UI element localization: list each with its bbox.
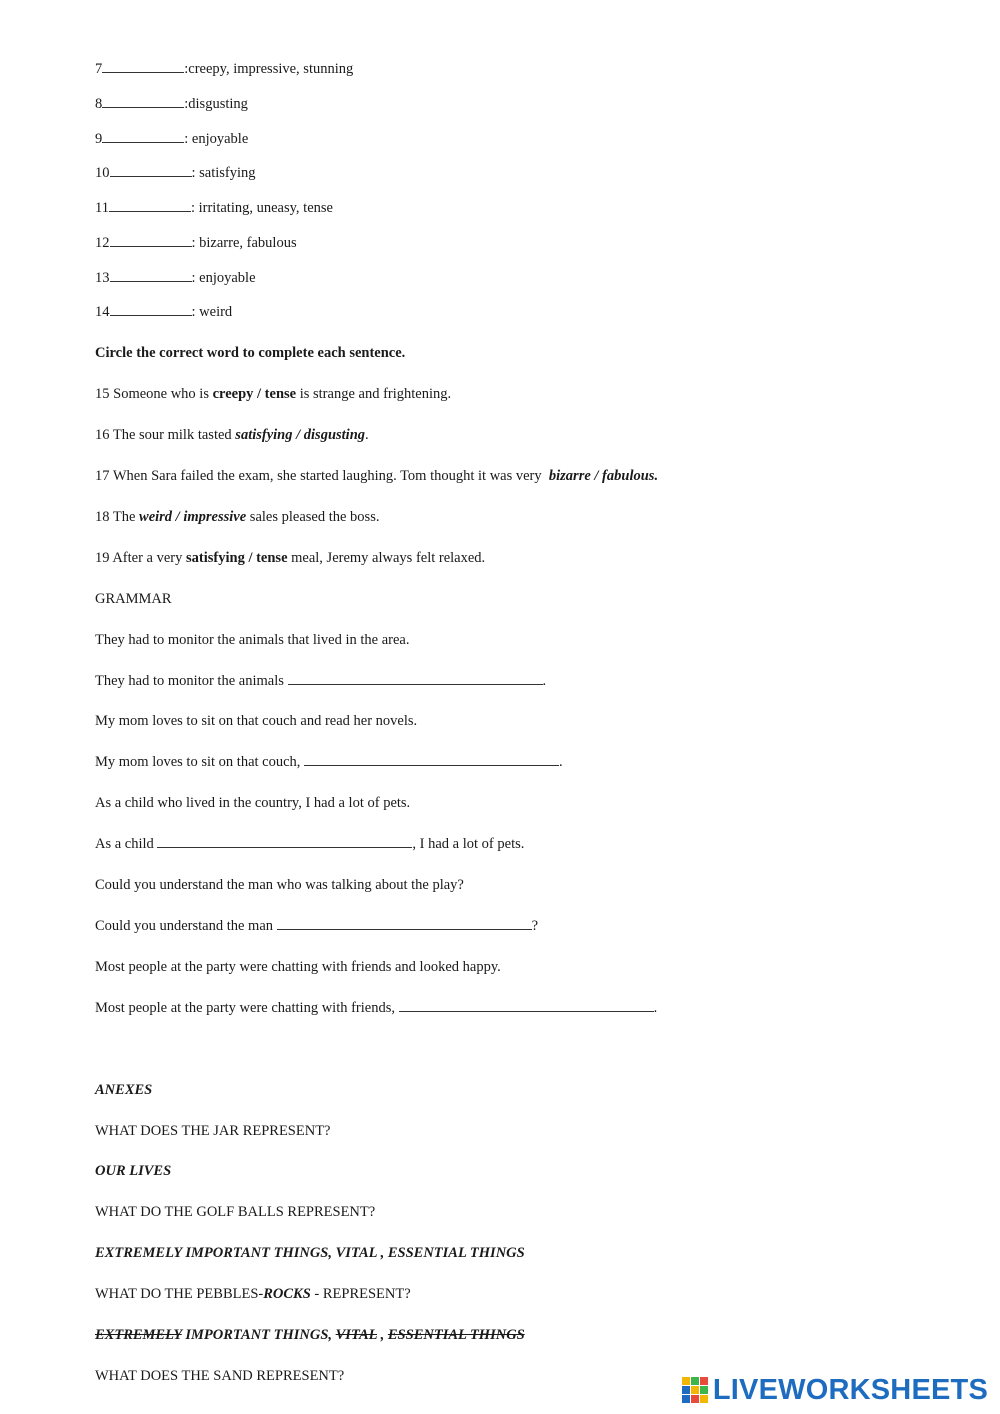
answer-blank[interactable]	[110, 164, 192, 177]
question-jar: WHAT DOES THE JAR REPRESENT?	[95, 1123, 331, 1139]
logo-tile	[700, 1395, 708, 1403]
answer-blank[interactable]	[102, 60, 184, 73]
answer-blank[interactable]	[277, 917, 532, 930]
answer-blank[interactable]	[102, 95, 184, 108]
logo-tiles-icon	[682, 1377, 708, 1403]
logo-tile	[682, 1386, 690, 1394]
liveworksheets-logo	[682, 1374, 988, 1406]
logo-tile	[691, 1377, 699, 1385]
answer-blank[interactable]	[399, 999, 654, 1012]
vocab-item-8: 8 :disgusting	[95, 96, 248, 112]
answer-blank[interactable]	[110, 303, 192, 316]
grammar-sentence-3: As a child who lived in the country, I had a lot of pets.	[95, 795, 411, 811]
answer-golf-balls: EXTREMELY IMPORTANT THINGS, VITAL , ESSENTIAL THINGS	[95, 1245, 525, 1261]
logo-tile	[700, 1386, 708, 1394]
grammar-rewrite-4: Could you understand the man ?	[95, 918, 539, 934]
question-golf-balls: WHAT DO THE GOLF BALLS REPRESENT?	[95, 1204, 376, 1220]
grammar-rewrite-2: My mom loves to sit on that couch, .	[95, 754, 563, 770]
vocab-item-9: 9 : enjoyable	[95, 131, 249, 147]
choice-options[interactable]: bizarre / fabulous.	[548, 468, 659, 484]
vocab-item-10: 10 : satisfying	[95, 165, 256, 181]
grammar-rewrite-3: As a child , I had a lot of pets.	[95, 836, 525, 852]
logo-tile	[691, 1395, 699, 1403]
annexes-title: ANEXES	[95, 1082, 153, 1098]
grammar-sentence-4: Could you understand the man who was talking about the play?	[95, 877, 464, 893]
answer-blank[interactable]	[157, 835, 412, 848]
vocab-item-14: 14 : weird	[95, 304, 233, 320]
question-pebbles: WHAT DO THE PEBBLES-ROCKS - REPRESENT?	[95, 1286, 411, 1302]
answer-blank[interactable]	[110, 234, 192, 247]
answer-pebbles: EXTREMELY IMPORTANT THINGS, VITAL , ESSENTIAL THINGS	[95, 1327, 525, 1343]
sentence-17: 17 When Sara failed the exam, she started laughing. Tom thought it was very bizarre / fabulous.	[95, 468, 659, 484]
vocab-item-11: 11 : irritating, uneasy, tense	[95, 200, 333, 216]
logo-text: LIVEWORKSHEETS	[712, 1373, 988, 1406]
answer-jar: OUR LIVES	[95, 1163, 172, 1179]
choice-options[interactable]: creepy / tense	[212, 386, 297, 402]
circle-instruction: Circle the correct word to complete each sentence.	[95, 345, 406, 361]
logo-tile	[700, 1377, 708, 1385]
grammar-rewrite-1: They had to monitor the animals .	[95, 673, 547, 689]
answer-blank[interactable]	[110, 269, 192, 282]
grammar-sentence-2: My mom loves to sit on that couch and read her novels.	[95, 713, 418, 729]
logo-tile	[691, 1386, 699, 1394]
choice-options[interactable]: satisfying / tense	[186, 550, 288, 566]
grammar-sentence-1: They had to monitor the animals that lived in the area.	[95, 632, 410, 648]
grammar-rewrite-5: Most people at the party were chatting with friends, .	[95, 1000, 658, 1016]
sentence-18: 18 The weird / impressive sales pleased the boss.	[95, 509, 380, 525]
choice-options[interactable]: satisfying / disgusting	[235, 427, 366, 443]
grammar-sentence-5: Most people at the party were chatting with friends and looked happy.	[95, 959, 501, 975]
sentence-15: 15 Someone who is creepy / tense is strange and frightening.	[95, 386, 452, 402]
vocab-item-7: 7 :creepy, impressive, stunning	[95, 61, 354, 77]
answer-blank[interactable]	[304, 753, 559, 766]
vocab-item-13: 13 : enjoyable	[95, 270, 256, 286]
vocab-item-12: 12 : bizarre, fabulous	[95, 235, 297, 251]
grammar-heading: GRAMMAR	[95, 591, 172, 607]
sentence-16: 16 The sour milk tasted satisfying / disgusting.	[95, 427, 369, 443]
logo-tile	[682, 1395, 690, 1403]
answer-blank[interactable]	[109, 199, 191, 212]
choice-options[interactable]: weird / impressive	[139, 509, 247, 525]
question-sand: WHAT DOES THE SAND REPRESENT?	[95, 1368, 345, 1384]
answer-blank[interactable]	[102, 130, 184, 143]
answer-blank[interactable]	[288, 672, 543, 685]
sentence-19: 19 After a very satisfying / tense meal, Jeremy always felt relaxed.	[95, 550, 486, 566]
logo-tile	[682, 1377, 690, 1385]
